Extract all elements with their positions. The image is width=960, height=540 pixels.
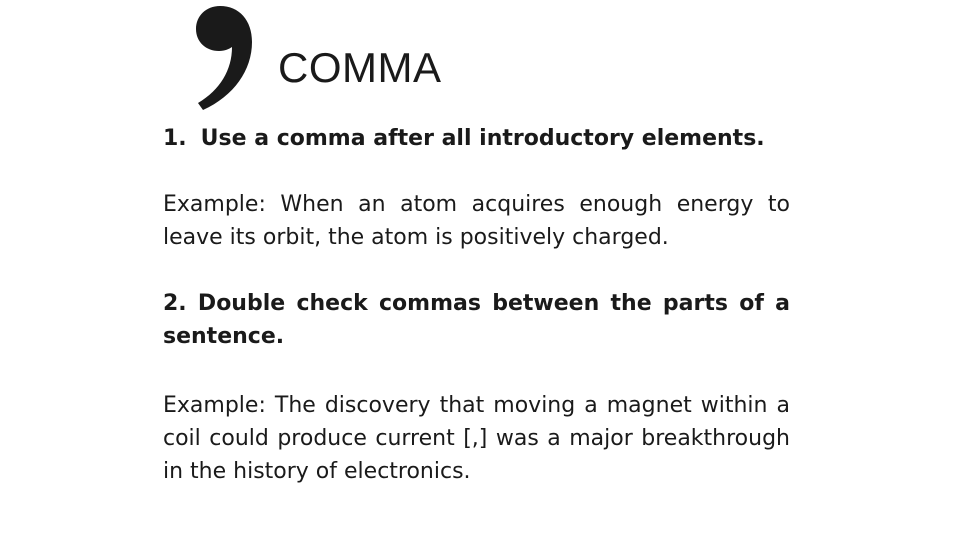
- slide-body: [163, 122, 790, 488]
- rule-1: [163, 122, 790, 155]
- rule-1-text: Use a comma after all introductory elements.: [200, 126, 765, 151]
- rule-1-example: Example: When an atom acquires enough energy to leave its orbit, the atom is positively charged.: [163, 192, 790, 250]
- page-title: COMMA: [278, 44, 442, 91]
- rule-2-text: 2. Double check commas between the parts of a sentence.: [163, 291, 790, 349]
- comma-icon: [190, 2, 260, 112]
- rule-2-example: Example: The discovery that moving a magnet within a coil could produce current [,] was a major breakthrough in the history of electronics.: [163, 393, 790, 484]
- rule-1-number: 1.: [163, 126, 187, 151]
